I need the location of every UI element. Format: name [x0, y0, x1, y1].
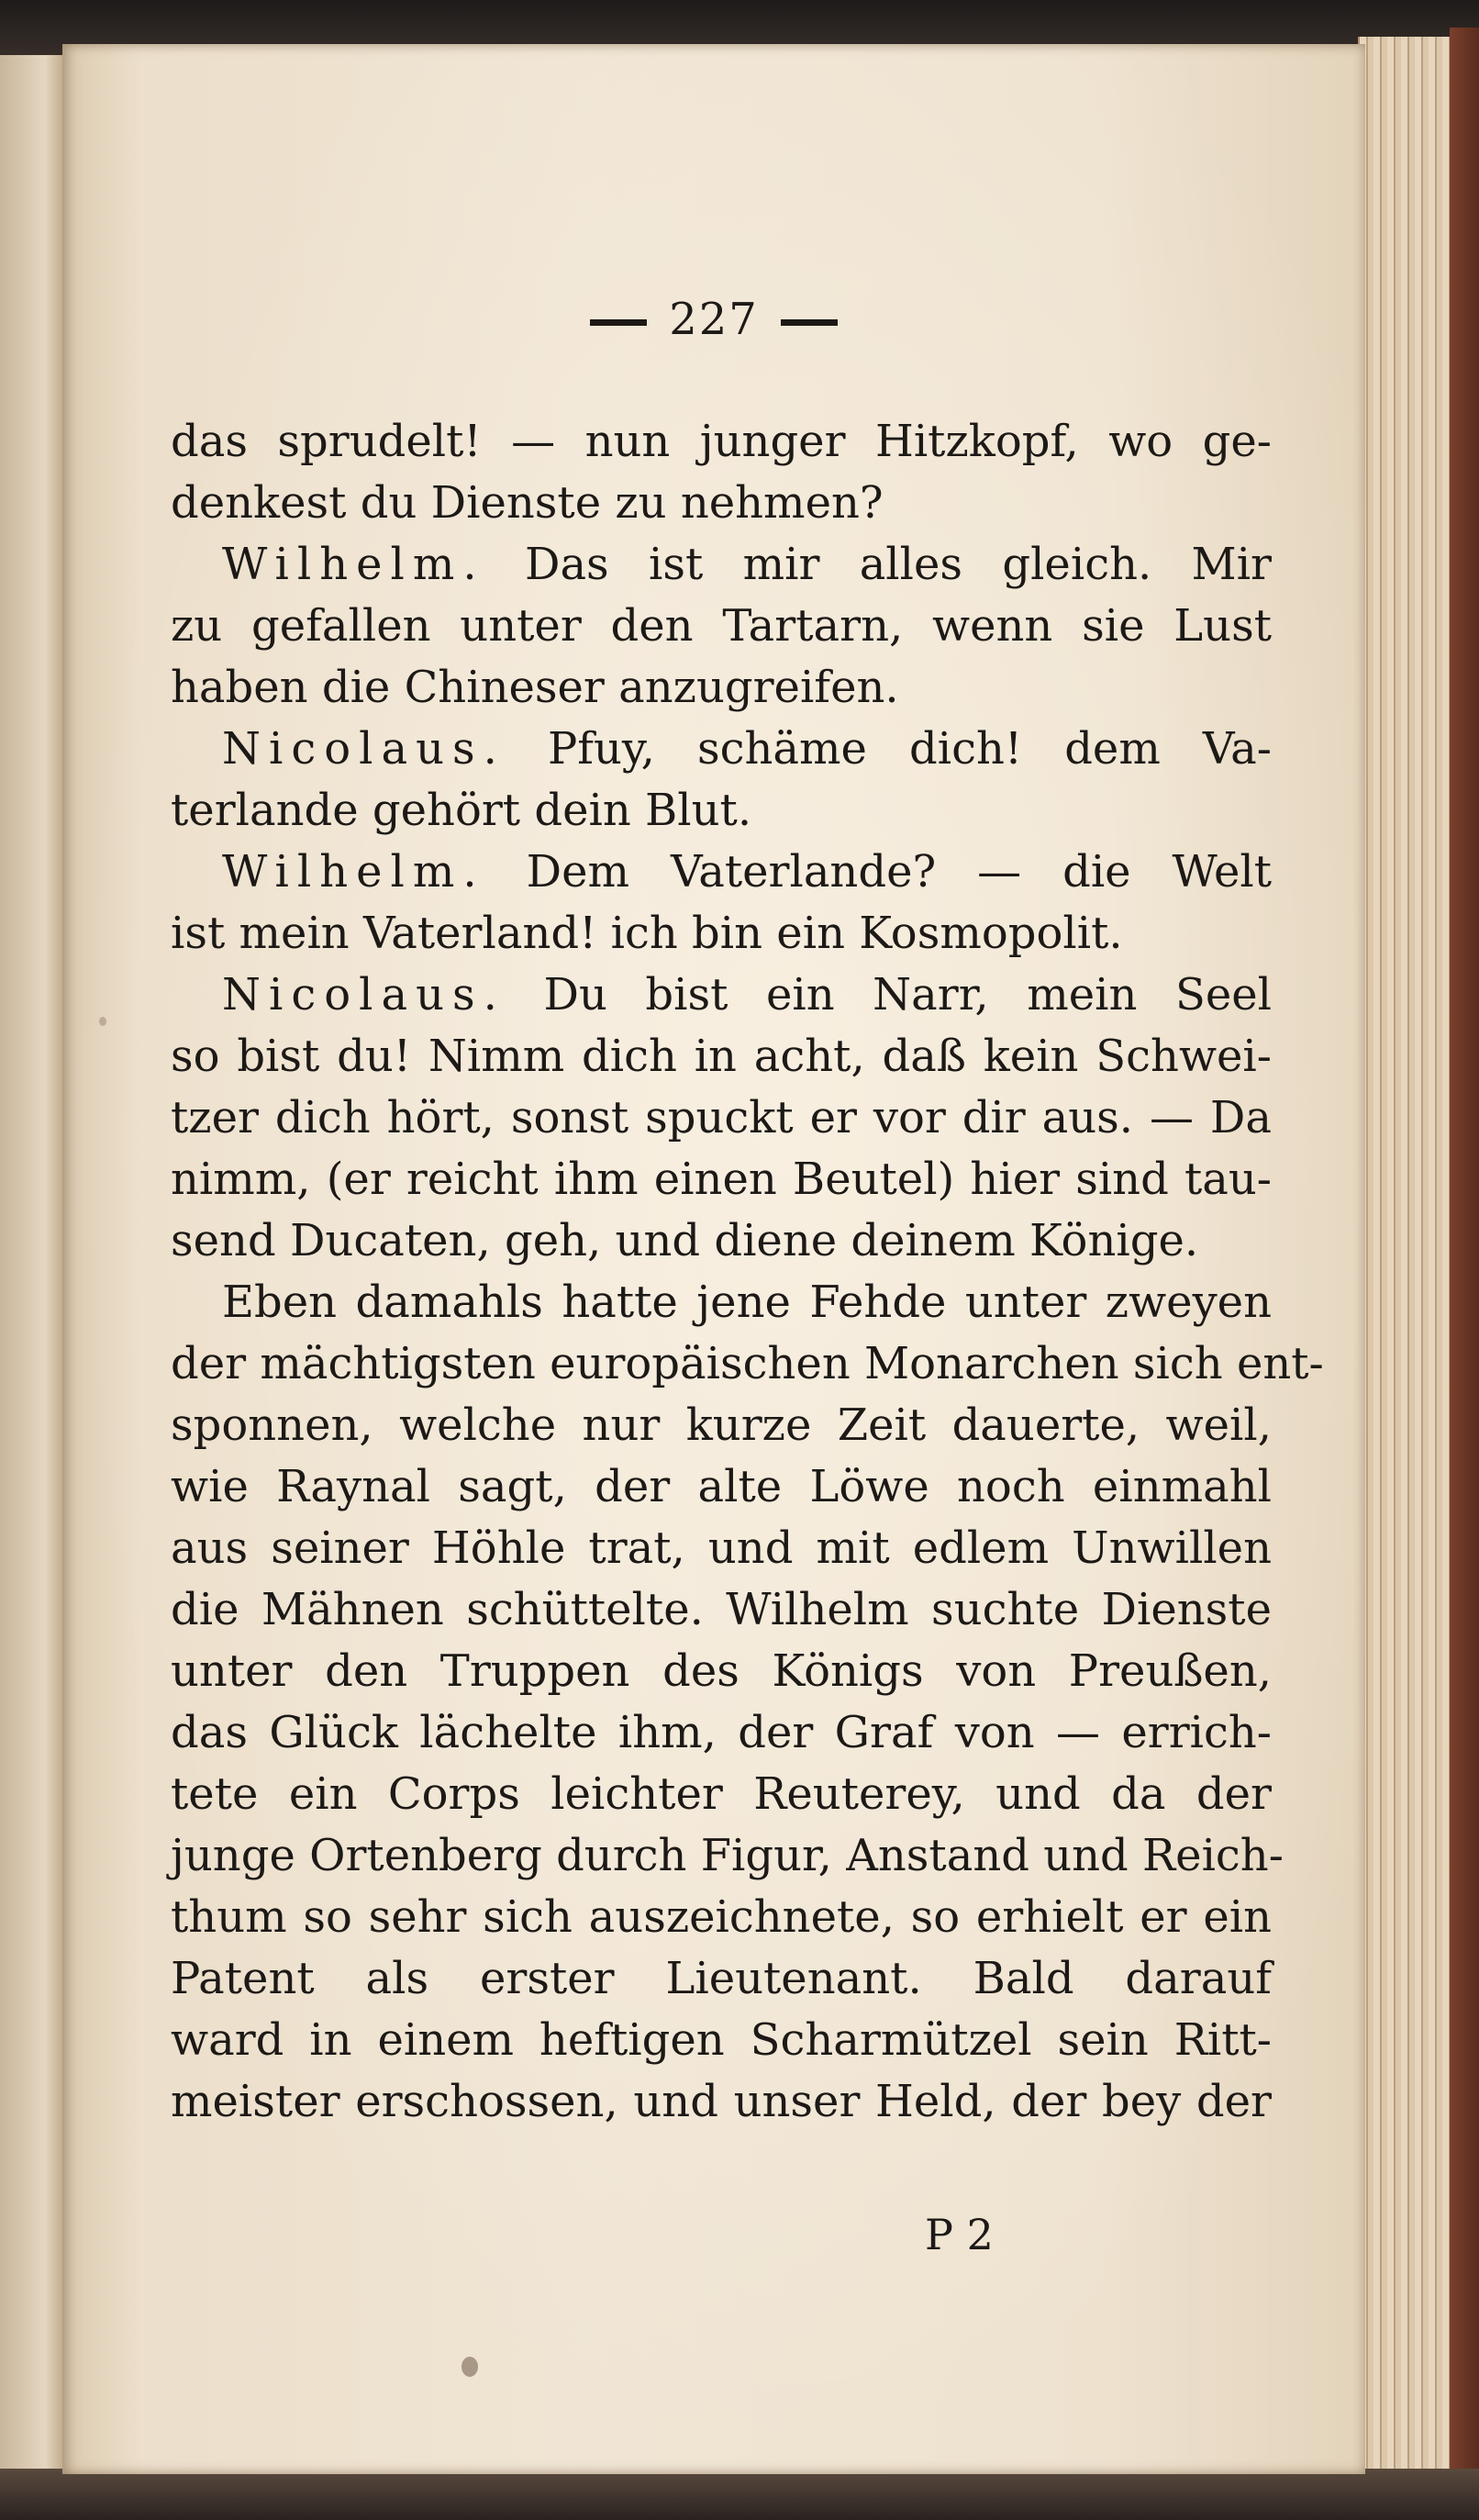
- text-line: unter den Truppen des Königs von Preußen,: [171, 1645, 1272, 1697]
- facing-page-edge: [0, 55, 67, 2478]
- speaker-name: Wilhelm.: [222, 539, 485, 590]
- text-line: [171, 534, 1272, 596]
- text-line: terlande gehört dein Blut.: [171, 785, 752, 836]
- book-cover-edge: [1450, 28, 1479, 2505]
- text-line: tete ein Corps leichter Reuterey, und da der: [171, 1768, 1272, 1820]
- text-line: das Glück lächelte ihm, der Graf von — errich-: [171, 1707, 1272, 1758]
- page-number: 227: [669, 294, 759, 345]
- text-line: send Ducaten, geh, und diene deinem Könige.: [171, 1215, 1199, 1266]
- text-line: tzer dich hört, sonst spuckt er vor dir aus. — Da: [171, 1092, 1272, 1143]
- text-line: nimm, (er reicht ihm einen Beutel) hier sind tau-: [171, 1154, 1272, 1205]
- text-line: wie Raynal sagt, der alte Löwe noch einmahl: [171, 1461, 1272, 1512]
- paper-spot: [99, 1017, 106, 1026]
- text-line: [171, 842, 1272, 903]
- text-line: Eben damahls hatte jene Fehde unter zweyen: [222, 1277, 1272, 1328]
- text-line: die Mähnen schüttelte. Wilhelm suchte Dienste: [171, 1584, 1272, 1635]
- text-line: ward in einem heftigen Scharmützel sein Ritt-: [171, 2014, 1272, 2066]
- running-header: [62, 294, 1365, 345]
- text-line: das sprudelt! — nun junger Hitzkopf, wo ge-: [171, 416, 1272, 467]
- text-line: aus seiner Höhle trat, und mit edlem Unwillen: [171, 1522, 1272, 1574]
- header-dash-left: [590, 319, 647, 326]
- signature-mark: P 2: [925, 2210, 994, 2259]
- paper-spot: [461, 2357, 478, 2377]
- book-page: [62, 44, 1365, 2474]
- text-line: ist mein Vaterland! ich bin ein Kosmopolit.: [171, 908, 1123, 959]
- text-line: junge Ortenberg durch Figur, Anstand und Reich-: [171, 1830, 1284, 1881]
- text-line: Patent als erster Lieutenant. Bald darauf: [171, 1953, 1272, 2004]
- page-text: [171, 411, 1324, 2133]
- text-line: der mächtigsten europäischen Monarchen sich ent-: [171, 1338, 1324, 1389]
- speaker-name: Nicolaus.: [222, 723, 506, 775]
- speech-text: Du bist ein Narr, mein Seel: [543, 969, 1272, 1020]
- speaker-name: Nicolaus.: [222, 969, 506, 1020]
- text-line: zu gefallen unter den Tartarn, wenn sie Lust: [171, 600, 1272, 652]
- text-line: so bist du! Nimm dich in acht, daß kein Schwei-: [171, 1031, 1272, 1082]
- text-line: thum so sehr sich auszeichnete, so erhielt er ein: [171, 1891, 1272, 1943]
- text-line: [171, 965, 1272, 1026]
- text-line: haben die Chineser anzugreifen.: [171, 662, 899, 713]
- scan-bottom-background: [0, 2469, 1479, 2520]
- text-line: meister erschossen, und unser Held, der bey der: [171, 2076, 1272, 2127]
- speech-text: Pfuy, schäme dich! dem Va-: [547, 723, 1272, 775]
- speaker-name: Wilhelm.: [222, 846, 485, 898]
- text-line: sponnen, welche nur kurze Zeit dauerte, weil,: [171, 1399, 1272, 1451]
- header-dash-right: [781, 319, 838, 326]
- text-line: denkest du Dienste zu nehmen?: [171, 477, 884, 529]
- speech-text: Dem Vaterlande? — die Welt: [526, 846, 1272, 898]
- text-line: [171, 719, 1272, 780]
- speech-text: Das ist mir alles gleich. Mir: [524, 539, 1272, 590]
